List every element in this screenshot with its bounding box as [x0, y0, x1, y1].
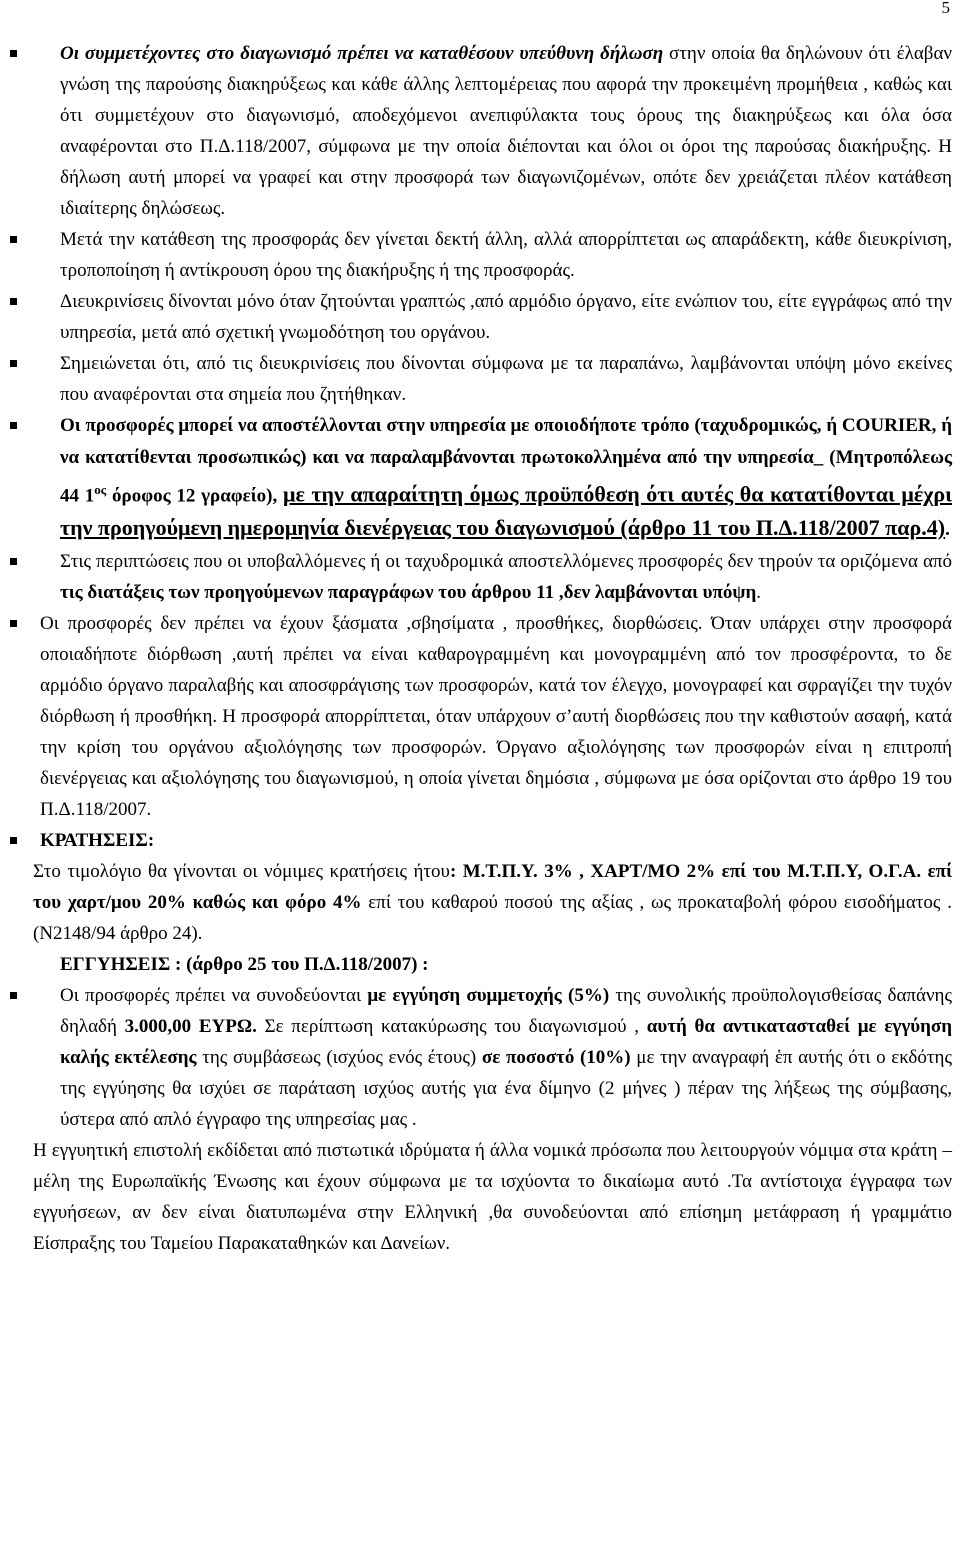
bullet-icon — [10, 236, 17, 243]
paragraph-kratiseis — [0, 856, 960, 949]
after-submission-text: Μετά την κατάθεση της προσφοράς δεν γίνεται δεκτή άλλη, αλλά απορρίπτεται ως απαράδεκτη, κάθε διευκρίνιση, τροποποίηση ή αντίκρουση όρου της διακήρυξης ή της προσφοράς. — [60, 229, 952, 281]
submission-methods-a: Οι προσφορές μπορεί να αποστέλλονται στην υπηρεσία με οποιοδήποτε τρόπο (ταχυδρομικώς, ή COURIER, ή να κατατίθενται προσωπικώς) και να παραλαμβάνονται πρωτοκολλημένα από την υπηρεσία_ (Μητροπόλεως 44 1 — [60, 415, 952, 507]
egguhseis-heading: ΕΓΓΥΗΣΕΙΣ : (άρθρο 25 του Π.Δ.118/2007) : — [60, 954, 429, 976]
submission-methods-condition: με την απαραίτητη όμως προϋπόθεση ότι αυτές θα κατατίθονται μέχρι την προηγούμενη ημερομηνία διενέργειας του διαγωνισμού (άρθρο 11 του Π.Δ.118/2007 παρ.4) — [60, 481, 952, 541]
bullet-icon — [10, 558, 17, 565]
paragraph-guarantees — [0, 980, 960, 1135]
paragraph-submission-methods — [0, 410, 960, 546]
bullet-icon — [10, 837, 17, 844]
kratiseis-c: επί του καθαρού ποσού της αξίας , ως προκαταβολή φόρου εισοδήματος .(Ν2148/94 άρθρο 24). — [33, 892, 952, 945]
letter-of-guarantee-text: Η εγγυητική επιστολή εκδίδεται από πιστωτικά ιδρύματα ή άλλα νομικά πρόσωπα που λειτουργούν νόμιμα στα κράτη – μέλη της Ευρωπαϊκής Ένωσης και έχουν σύμφωνα με τα ισχύοντα το δικαίωμα αυτό .Τα αντίστοιχα έγγραφα των εγγυήσεων, αν δεν είναι διατυπωμένα στην Ελληνική ,θα συνοδεύονται από επίσημη μετάφραση ή γραμμάτιο Είσπραξης του Ταμείου Παρακαταθηκών και Δανείων. — [33, 1140, 952, 1255]
guarantees-tail: με την αναγραφή ἑπ αυτής ότι ο εκδότης της εγγύησης θα ισχύει σε παράταση ισχύος αυτής για ένα δίμηνο (2 μήνες ) πέραν της λήξεως της σύμβασης, ύστερα από απλό έγγραφο της υπηρεσίας μας . — [60, 1047, 952, 1131]
submission-methods-b: όροφος 12 γραφείο), — [106, 485, 284, 507]
egguhseis-heading-row — [0, 949, 960, 980]
guarantees-h: σε ποσοστό (10%) — [481, 1047, 631, 1069]
corrections-text: Οι προσφορές δεν πρέπει να έχουν ξάσματα ,σβησίματα , προσθήκες, διορθώσεις. Όταν υπάρχει στην προσφορά οποιαδήποτε διόρθωση ,αυτή πρέπει να είναι καθαρογραμμένη και μονογραμμένη από τον προσφέροντα, το δε αρμόδιο όργανο παραλαβής και αποσφράγισης των προσφορών, κατά τον έλεγχο, μονογραφεί και σφραγίζει την τυχόν διόρθωση ή προσθήκη. Η προσφορά απορρίπτεται, όταν υπάρχουν σ’αυτή διορθώσεις που την καθιστούν ασαφή, κατά την κρίση του οργάνου αξιολόγησης των προσφορών. Όργανο αξιολόγησης των προσφορών είναι η επιτροπή διενέργειας και αξιολόγησης του διαγωνισμού, η οποία γίνεται δημόσια , σύμφωνα με όσα ορίζονται στο άρθρο 19 του Π.Δ.118/2007. — [40, 613, 952, 821]
bullet-icon — [10, 422, 17, 429]
paragraph-postal-cases — [0, 546, 960, 608]
paragraph-clarifications — [0, 286, 960, 348]
kratiseis-heading-row — [0, 825, 960, 856]
kratiseis-heading: ΚΡΑΤΗΣΕΙΣ: — [40, 830, 155, 852]
postal-cases-b: τις διατάξεις των προηγούμενων παραγράφων του άρθρου 11 ,δεν λαμβάνονται υπόψη — [60, 582, 757, 604]
guarantees-g: της συμβάσεως (ισχύος ενός έτους) — [196, 1047, 482, 1069]
paragraph-corrections — [0, 608, 960, 825]
guarantees-e: Σε περίπτωση κατακύρωσης του διαγωνισμού , — [256, 1016, 647, 1038]
clarifications-text: Διευκρινίσεις δίνονται μόνο όταν ζητούνται γραπτώς ,από αρμόδιο όργανο, είτε ενώπιον του, είτε εγγράφως από την υπηρεσία, μετά από σχετική γνωμοδότηση του οργάνου. — [60, 291, 952, 343]
paragraph-note — [0, 348, 960, 410]
declaration-text: στην οποία θα δηλώνουν ότι έλαβαν γνώση της παρούσης διακηρύξεως και κάθε άλλης λεπτομέρειας που αφορά την προκειμένη προμήθεια , καθώς και ότι συμμετέχουν στο διαγωνισμό, αποδεχόμενοι ανεπιφύλακτα τους όρους της διακηρύξεως και όλα όσα αναφέρονται στο Π.Δ.118/2007, σύμφωνα με την οποία διέπονται και όλοι οι όροι της παρούσας διακήρυξης. Η δήλωση αυτή μπορεί να γραφεί και στην προσφορά των διαγωνιζομένων, οπότε δεν χρειάζεται πλέον κατάθεση ιδιαίτερης δηλώσεως. — [60, 43, 953, 219]
note-text: Σημειώνεται ότι, από τις διευκρινίσεις που δίνονται σύμφωνα με τα παραπάνω, λαμβάνονται υπόψη μόνο εκείνες που αναφέρονται στα σημεία που ζητήθηκαν. — [60, 353, 952, 405]
declaration-lead: Οι συμμετέχοντες στο διαγωνισμό πρέπει να καταθέσουν υπεύθυνη δήλωση — [60, 43, 664, 64]
kratiseis-a: Στο τιμολόγιο θα γίνονται οι νόμιμες κρατήσεις ήτου — [33, 861, 450, 883]
guarantees-b: με εγγύηση συμμετοχής (5%) — [367, 985, 610, 1007]
guarantees-c: της συνολικής προϋπολογισθείσας δαπάνης δηλαδή — [60, 985, 952, 1038]
bullet-icon — [10, 992, 17, 999]
bullet-icon — [10, 360, 17, 367]
postal-cases-c: . — [756, 582, 762, 604]
floor-suffix: ος — [94, 482, 107, 497]
bullet-icon — [10, 620, 17, 627]
postal-cases-a: Στις περιπτώσεις που οι υποβαλλόμενες ή οι ταχυδρομικά αποστελλόμενες προσφορές δεν τηρούν τα οριζόμενα από — [60, 551, 952, 573]
page-number: 5 — [941, 0, 950, 17]
guarantees-d: 3.000,00 ΕΥΡΩ. — [124, 1016, 257, 1038]
bullet-icon — [10, 50, 17, 57]
submission-methods-end: . — [945, 519, 950, 541]
paragraph-after-submission — [0, 224, 960, 286]
bullet-icon — [10, 298, 17, 305]
guarantees-f: αυτή θα αντικατασταθεί με εγγύηση καλής εκτέλεσης — [60, 1016, 952, 1069]
kratiseis-b: : Μ.Τ.Π.Υ. 3% , ΧΑΡΤ/ΜΟ 2% επί του Μ.Τ.Π.Υ, Ο.Γ.Α. επί του χαρτ/μου 20% καθώς και φόρο 4% — [33, 861, 952, 914]
paragraph-letter-of-guarantee — [0, 1135, 960, 1259]
document-page — [0, 38, 960, 1259]
paragraph-declaration — [0, 38, 960, 224]
guarantees-a: Οι προσφορές πρέπει να συνοδεύονται — [60, 985, 368, 1007]
